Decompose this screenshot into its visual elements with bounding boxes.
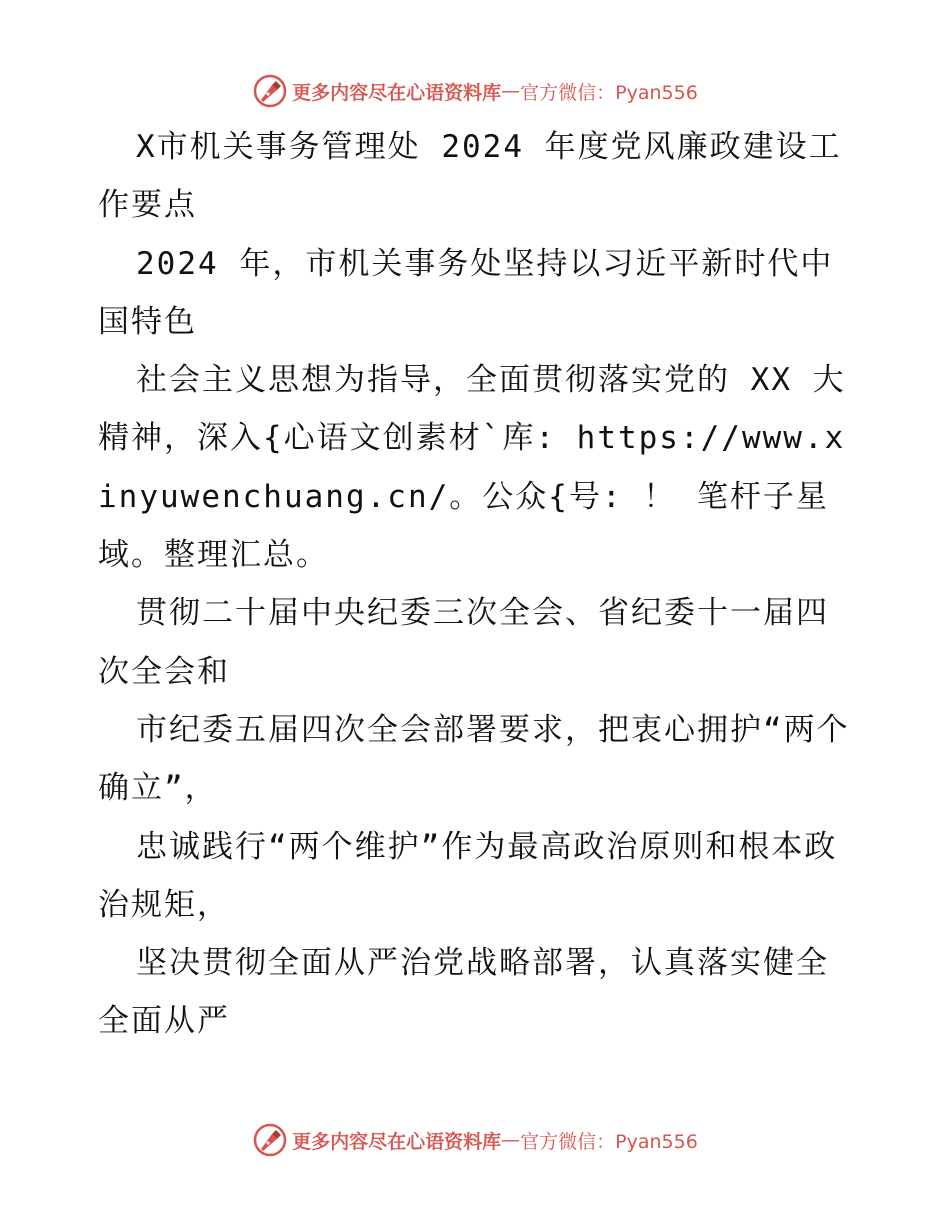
paragraph: 贯彻二十届中央纪委三次全会、省纪委十一届四次全会和 (98, 595, 829, 690)
document-body (98, 118, 858, 1051)
pen-nib-logo-icon (252, 73, 288, 109)
banner-slogan: 更多内容尽在心语资料库 (292, 1130, 502, 1153)
paragraph: 忠诚践行“两个维护”作为最高政治原则和根本政治规矩， (98, 828, 838, 923)
header-banner (0, 71, 950, 111)
banner-wechat: 官方微信：Pyan556 (520, 81, 698, 104)
paragraph-title: X市机关事务管理处 2024 年度党风廉政建设工作要点 (98, 129, 842, 224)
paragraph: 坚决贯彻全面从严治党战略部署，认真落实健全全面从严 (98, 945, 829, 1040)
paragraph: 社会主义思想为指导，全面贯彻落实党的 XX 大精神，深入{心语文创素材`库: https://www.xinyuwenchuang.cn/。公众{号: ！ 笔杆子星域。整理汇总。 (98, 362, 846, 574)
paragraph: 2024 年，市机关事务处坚持以习近平新时代中国特色 (98, 245, 834, 340)
paragraph: 市纪委五届四次全会部署要求，把衷心拥护“两个确立”， (98, 711, 850, 807)
banner-slogan: 更多内容尽在心语资料库 (292, 81, 502, 104)
pen-nib-logo-icon (252, 1122, 288, 1158)
banner-separator: — (501, 1129, 521, 1151)
banner-separator: — (501, 80, 521, 102)
banner-wechat: 官方微信：Pyan556 (520, 1130, 698, 1153)
footer-banner (0, 1120, 950, 1160)
